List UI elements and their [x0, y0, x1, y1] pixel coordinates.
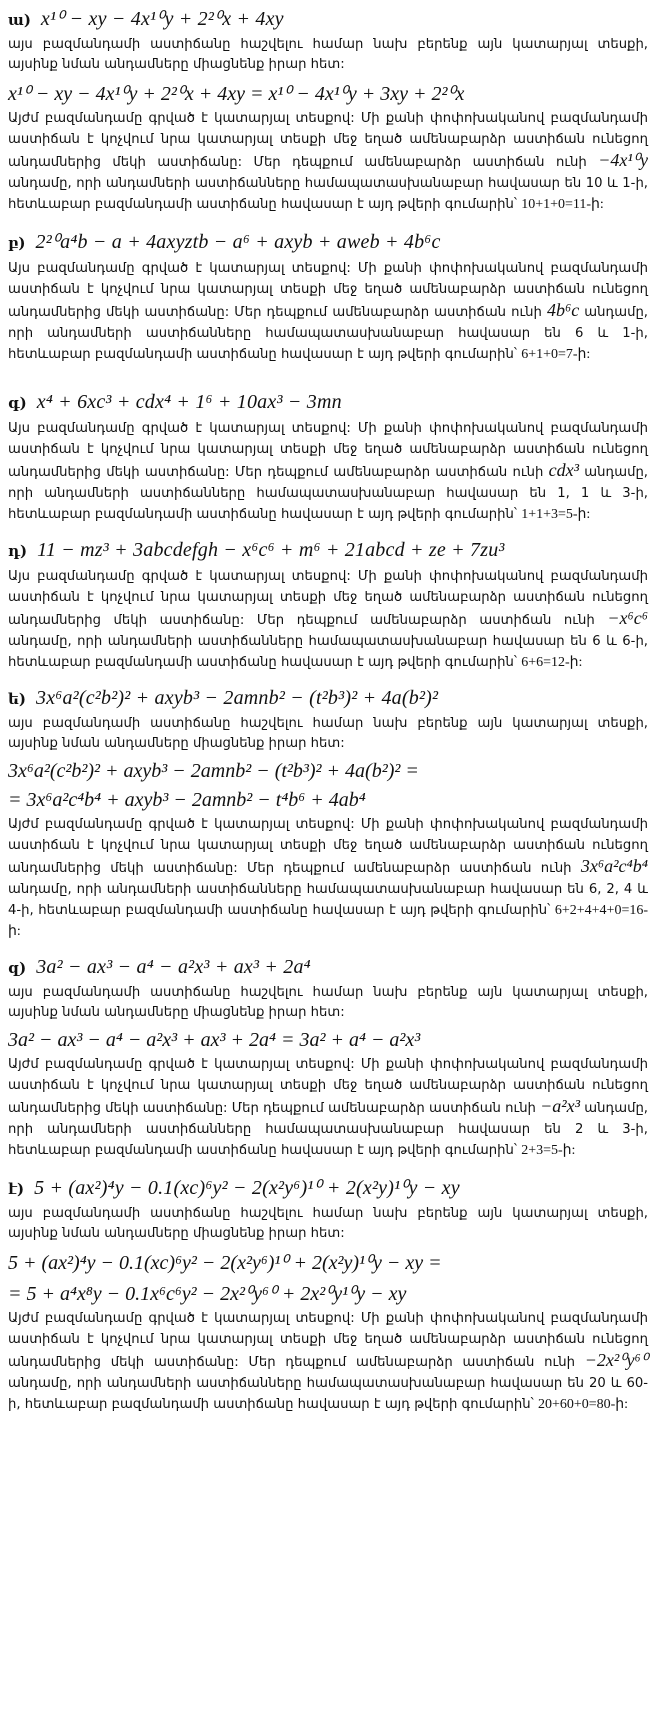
highest-degree-term: cdx³: [548, 460, 580, 480]
explanation-text: անդամը, որի անդամների աստիճանները համապատասխանաբար հավասար են 6 և 6-ի, հետևաբար բազմանդամի աստիճանը հավասար է այդ թվերի գումարին՝: [8, 634, 648, 670]
simplification-line: 3x⁶a²(c²b²)² + axyb³ − 2amnb² − (t²b³)² + 4a(b²)² =: [8, 760, 419, 782]
simplification-line: 3a² − ax³ − a⁴ − a²x³ + ax³ + 2a⁴ = 3a² + a⁴ − a²x³: [8, 1029, 421, 1051]
explanation-text: անդամը, որի անդամների աստիճանները համապատասխանաբար հավասար են 1, 1 և 3-ի, հետևաբար բազմանդամի աստիճանը հավասար է այդ թվերի գումարին՝: [8, 465, 648, 522]
polynomial-expression: 5 + (ax²)⁴y − 0.1(xc)⁶y² − 2(x²y⁶)¹⁰ + 2(x²y)¹⁰y − xy: [34, 1177, 460, 1199]
simplification-line: 5 + (ax²)⁴y − 0.1(xc)⁶y² − 2(x²y⁶)¹⁰ + 2(x²y)¹⁰y − xy =: [8, 1252, 442, 1274]
simplification-line: x¹⁰ − xy − 4x¹⁰y + 2²⁰x + 4xy = x¹⁰ − 4x¹⁰y + 3xy + 2²⁰x: [8, 83, 465, 105]
intro-text: այս բազմանդամի աստիճանը հաշվելու համար նախ բերենք այն կատարյալ տեսքի, այսինք նման անդամները միացնենք իրար հետ:: [8, 37, 648, 72]
spacer: [8, 379, 648, 391]
highest-degree-term: 3x⁶a²c⁴b⁴: [580, 856, 648, 876]
explanation-text: Այժմ բազմանդամը գրված է կատարյալ տեսքով: Մի քանի փոփոխականով բազմանդամի աստիճան է կոչվում նրա կատարյալ տեսքի մեջ եղած ամենաբարձր աստիճան ունեցող անդամներից մեկի աստիճանը: Մեր դեպքում ամենաբարձր աստիճան ունի: [8, 1311, 648, 1370]
highest-degree-term: 4b⁶c: [546, 300, 580, 320]
degree-sum: 6+2+4+4+0=16-ի:: [8, 903, 648, 939]
explanation-paragraph: [8, 814, 648, 942]
polynomial-expression: x¹⁰ − xy − 4x¹⁰y + 2²⁰x + 4xy: [40, 8, 284, 30]
highest-degree-term: −a²x³: [540, 1096, 581, 1116]
explanation-paragraph: [8, 108, 648, 215]
exercise-section: [8, 539, 648, 673]
explanation-text: անդամը, որի անդամների աստիճանները համապատասխանաբար հավասար են 2 և 3-ի, հետևաբար բազմանդամի աստիճանը հավասար է այդ թվերի գումարին՝: [8, 1101, 648, 1158]
exercise-letter: է): [8, 1180, 25, 1198]
simplification-line: = 5 + a⁴x⁸y − 0.1x⁶c⁶y² − 2x²⁰y⁶⁰ + 2x²⁰y¹⁰y − xy: [8, 1283, 407, 1305]
degree-sum: 6+1+0=7-ի:: [521, 347, 591, 362]
highest-degree-term: −x⁶c⁶: [607, 608, 648, 628]
explanation-text: Այժմ բազմանդամը գրված է կատարյալ տեսքով: Մի քանի փոփոխականով բազմանդամի աստիճան է կոչվում նրա կատարյալ տեսքի մեջ եղած ամենաբարձր աստիճան ունեցող անդամներից մեկի աստիճանը: Մեր դեպքում ամենաբարձր աստիճան ունի: [8, 1057, 648, 1116]
explanation-text: Այս բազմանդամը գրված է կատարյալ տեսքով: Մի քանի փոփոխականով բազմանդամի աստիճան է կոչվում նրա կատարյալ տեսքի մեջ եղած ամենաբարձր աստիճան ունեցող անդամներից մեկի աստիճանը: Մեր դեպքում ամենաբարձր աստիճան ունի: [8, 261, 648, 320]
exercise-header: [8, 229, 648, 254]
exercise-letter: ե): [8, 690, 27, 708]
polynomial-expression: 3a² − ax³ − a⁴ − a²x³ + ax³ + 2a⁴: [36, 956, 311, 978]
degree-sum: 6+6=12-ի:: [521, 655, 583, 670]
polynomial-expression: 2²⁰a⁴b − a + 4axyztb − a⁶ + axyb + aweb + 4b⁶c: [35, 231, 441, 253]
exercise-header: [8, 539, 648, 562]
explanation-text: անդամը, որի անդամների աստիճանները համապատասխանաբար հավասար են 10 և 1-ի, հետևաբար բազմանդամի աստիճանը հավասար է այդ թվերի գումարին՝: [8, 176, 648, 212]
exercise-header: [8, 687, 648, 710]
exercise-letter: դ): [8, 542, 28, 560]
intro-text: այս բազմանդամի աստիճանը հաշվելու համար նախ բերենք այն կատարյալ տեսքի, այսինք նման անդամները միացնենք իրար հետ:: [8, 985, 648, 1020]
explanation-text: Այս բազմանդամը գրված է կատարյալ տեսքով: Մի քանի փոփոխականով բազմանդամի աստիճան է կոչվում նրա կատարյալ տեսքի մեջ եղած ամենաբարձր աստիճան ունեցող անդամներից մեկի աստիճանը: Մեր դեպքում ամենաբարձր աստիճան ունի: [8, 421, 648, 480]
degree-sum: 1+1+3=5-ի:: [521, 507, 591, 522]
intro-text: այս բազմանդամի աստիճանը հաշվելու համար նախ բերենք այն կատարյալ տեսքի, այսինք նման անդամները միացնենք իրար հետ:: [8, 1206, 648, 1241]
polynomial-expression: 11 − mz³ + 3abcdefgh − x⁶c⁶ + m⁶ + 21abcd + ze + 7zu³: [37, 539, 505, 561]
explanation-text: անդամը, որի անդամների աստիճանները համապատասխանաբար հավասար են 6, 2, 4 և 4-ի, հետևաբար բազմանդամի աստիճանը հավասար է այդ թվերի գումարին՝: [8, 882, 648, 918]
explanation-text: անդամը, որի անդամների աստիճանները համապատասխանաբար հավասար են 6 և 1-ի, հետևաբար բազմանդամի աստիճանը հավասար է այդ թվերի գումարին՝: [8, 305, 648, 362]
exercise-section: [8, 391, 648, 525]
explanation-text: Այս բազմանդամը գրված է կատարյալ տեսքով: Մի քանի փոփոխականով բազմանդամի աստիճան է կոչվում նրա կատարյալ տեսքի մեջ եղած ամենաբարձր աստիճան ունեցող անդամներից մեկի աստիճանը: Մեր դեպքում ամենաբարձր աստիճան ունի: [8, 569, 648, 628]
degree-sum: 2+3=5-ի:: [521, 1143, 576, 1158]
exercise-section: [8, 956, 648, 1161]
intro-text: այս բազմանդամի աստիճանը հաշվելու համար նախ բերենք այն կատարյալ տեսքի, այսինք նման անդամները միացնենք իրար հետ:: [8, 716, 648, 751]
exercise-header: [8, 956, 648, 979]
explanation-text: Այժմ բազմանդամը գրված է կատարյալ տեսքով: Մի քանի փոփոխականով բազմանդամի աստիճան է կոչվում նրա կատարյալ տեսքի մեջ եղած ամենաբարձր աստիճան ունեցող անդամներից մեկի աստիճանը: Մեր դեպքում ամենաբարձր աստիճան ունի: [8, 817, 648, 876]
highest-degree-term: −2x²⁰y⁶⁰: [584, 1350, 648, 1370]
polynomial-expression: x⁴ + 6xc³ + cdx⁴ + 1⁶ + 10ax³ − 3mn: [36, 391, 342, 413]
exercise-section: [8, 1175, 648, 1415]
polynomial-expression: 3x⁶a²(c²b²)² + axyb³ − 2amnb² − (t²b³)² + 4a(b²)²: [36, 687, 439, 709]
exercise-section: [8, 687, 648, 942]
document-page: [8, 0, 648, 1415]
explanation-paragraph: [8, 566, 648, 673]
explanation-paragraph: [8, 258, 648, 365]
exercise-letter: ա): [8, 11, 31, 29]
explanation-paragraph: [8, 1054, 648, 1161]
exercise-header: [8, 6, 648, 31]
exercise-letter: զ): [8, 959, 27, 977]
explanation-text: անդամը, որի անդամների աստիճանները համապատասխանաբար հավասար են 20 և 60-ի, հետևաբար բազմանդամի աստիճանը հավասար է այդ թվերի գումարին՝: [8, 1376, 648, 1412]
explanation-paragraph: [8, 418, 648, 525]
exercise-letter: բ): [8, 234, 26, 252]
exercise-section: [8, 229, 648, 365]
explanation-text: Այժմ բազմանդամը գրված է կատարյալ տեսքով: Մի քանի փոփոխականով բազմանդամի աստիճան է կոչվում նրա կատարյալ տեսքի մեջ եղած ամենաբարձր աստիճան ունեցող անդամներից մեկի աստիճանը: Մեր դեպքում ամենաբարձր աստիճան ունի: [8, 111, 648, 170]
exercise-letter: գ): [8, 394, 27, 412]
degree-sum: 10+1+0=11-ի:: [521, 197, 604, 212]
simplification-line: = 3x⁶a²c⁴b⁴ + axyb³ − 2amnb² − t⁴b⁶ + 4ab⁴: [8, 789, 366, 811]
exercise-header: [8, 391, 648, 414]
explanation-paragraph: [8, 1308, 648, 1415]
highest-degree-term: −4x¹⁰y: [598, 150, 648, 170]
exercise-section: [8, 6, 648, 215]
degree-sum: 20+60+0=80-ի:: [537, 1397, 629, 1412]
exercise-header: [8, 1175, 648, 1200]
